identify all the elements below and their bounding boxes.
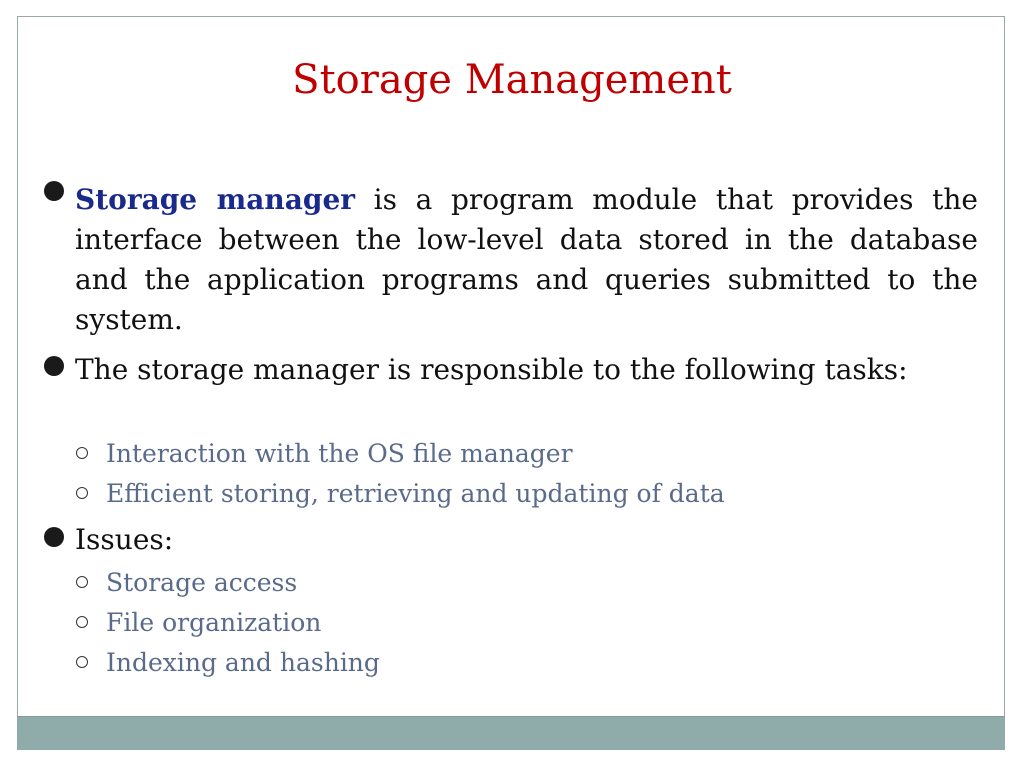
bullet-point-icon [44,181,68,205]
slide-title: Storage Management [292,57,732,103]
storage-manager-keyword: Storage manager [75,183,356,216]
sub-bullet-ring-icon [76,447,92,463]
bullet-point-icon [44,527,68,551]
bullet-storage-manager [75,180,978,340]
sub-item-indexing-hashing: Indexing and hashing [106,648,380,677]
bullet-responsibilities: The storage manager is responsible to the following tasks: [75,353,908,386]
sub-item-storage-access: Storage access [106,568,298,597]
footer-bar [17,716,1005,750]
sub-bullet-ring-icon [76,576,92,592]
sub-item-efficient-storing: Efficient storing, retrieving and updating of data [106,479,725,508]
sub-bullet-ring-icon [76,487,92,503]
sub-item-os-file-manager: Interaction with the OS file manager [106,439,573,468]
sub-bullet-ring-icon [76,616,92,632]
bullet-point-icon [44,356,68,380]
storage-manager-description: is a program module that provides the interface between the low-level data stored in the database and the application programs and queries submitted to the system. [75,183,978,336]
sub-item-file-organization: File organization [106,608,322,637]
bullet-issues: Issues: [75,523,174,556]
sub-bullet-ring-icon [76,656,92,672]
